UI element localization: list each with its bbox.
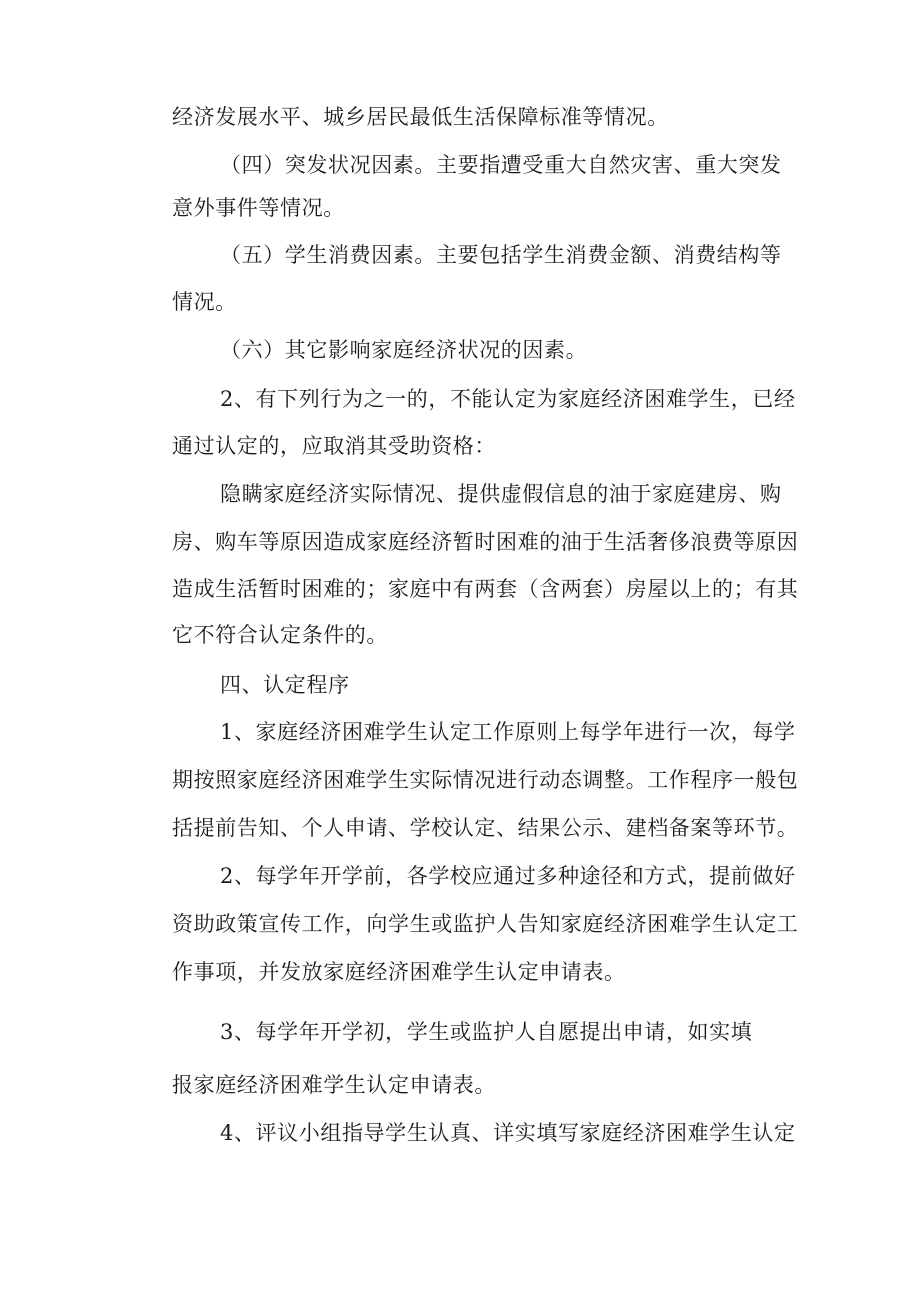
text-line: 资助政策宣传工作，向学生或监护人告知家庭经济困难学生认定工 [172,912,799,936]
text-line: 报家庭经济困难学生认定申请表。 [172,1073,496,1097]
text-line: 2、每学年开学前，各学校应通过多种途径和方式，提前做好 [220,864,796,888]
text-line: 隐瞒家庭经济实际情况、提供虚假信息的油于家庭建房、购 [220,482,782,506]
text-line: （四）突发状况因素。主要指遭受重大自然灾害、重大突发 [220,153,782,177]
text-line: 2、有下列行为之一的，不能认定为家庭经济困难学生，已经 [220,387,796,411]
section-heading: 四、认定程序 [220,673,350,697]
text-line: 期按照家庭经济困难学生实际情况进行动态调整。工作程序一般包 [172,768,799,792]
text-line: （五）学生消费因素。主要包括学生消费金额、消费结构等 [220,243,782,267]
text-line: 括提前告知、个人申请、学校认定、结果公示、建档备案等环节。 [172,816,799,840]
text-line: 情况。 [172,290,237,314]
text-line: 通过认定的，应取消其受助资格： [172,434,496,458]
text-line: 1、家庭经济困难学生认定工作原则上每学年进行一次，每学 [220,720,796,744]
text-line: 3、每学年开学初，学生或监护人自愿提出申请，如实填 [220,1020,753,1044]
text-line: 造成生活暂时困难的；家庭中有两套（含两套）房屋以上的；有其 [172,577,799,601]
text-line: 房、购车等原因造成家庭经济暂时困难的油于生活奢侈浪费等原因 [172,530,799,554]
text-line: 意外事件等情况。 [172,196,345,220]
text-line: 它不符合认定条件的。 [172,623,388,647]
text-line: 作事项，并发放家庭经济困难学生认定申请表。 [172,960,626,984]
text-line: 4、评议小组指导学生认真、详实填写家庭经济困难学生认定 [220,1121,796,1145]
text-line: （六）其它影响家庭经济状况的因素。 [220,338,588,362]
text-line: 经济发展水平、城乡居民最低生活保障标准等情况。 [172,105,669,129]
